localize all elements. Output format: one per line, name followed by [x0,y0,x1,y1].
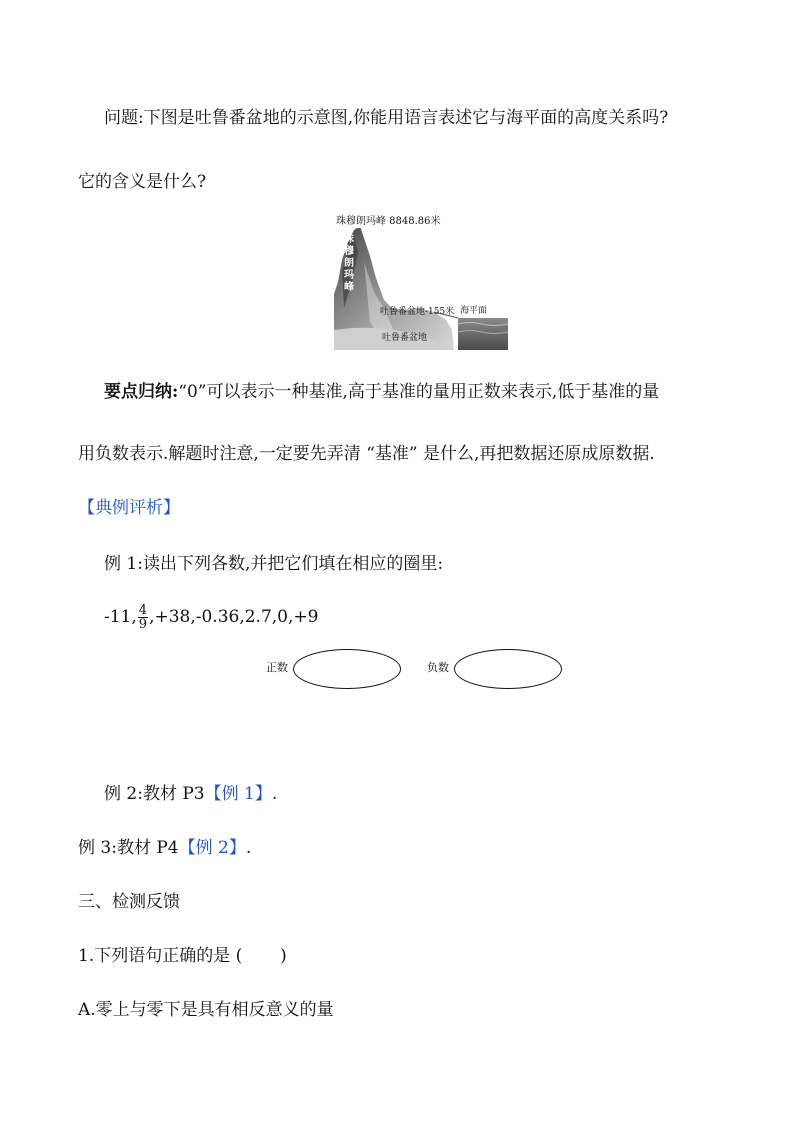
numbers-after: ,+38,-0.36,2.7,0,+9 [149,607,319,627]
numbers-before: -11, [104,607,137,627]
example3-prefix: 例 3:教材 P4 [78,838,179,858]
example3-suffix: . [245,838,252,858]
section-feedback-title: 三、检测反馈 [78,892,180,912]
example1-numbers [104,604,318,631]
example2-link[interactable]: 【例 1】 [204,784,272,804]
peak-label: 珠穆朗玛峰 8848.86米 [336,216,441,227]
peak-char: 穆 [344,246,354,257]
peak-char: 珠 [344,234,354,245]
peak-vertical-label [344,234,356,294]
peak-char: 玛 [344,270,354,281]
example3 [78,836,251,860]
positive-circle [293,649,401,689]
fraction-denominator: 9 [138,617,148,632]
summary-text: “0”可以表示一种基准,高于基准的量用正数来表示,低于基准的量 [178,382,660,402]
basin-elevation-label: 吐鲁番盆地-155米 [380,307,455,317]
summary-line1 [104,380,659,404]
section-title-examples: 【典例评析】 [78,498,180,518]
basin-bottom-label: 吐鲁番盆地 [382,333,428,343]
example2-prefix: 例 2:教材 P3 [104,784,205,804]
example2 [104,782,277,806]
example3-link[interactable]: 【例 2】 [178,838,246,858]
fraction-numerator: 4 [138,603,148,618]
negative-circle [454,649,562,689]
question-line1: 问题:下图是吐鲁番盆地的示意图,你能用语言表述它与海平面的高度关系吗? [104,108,669,128]
question-1: 1.下列语句正确的是 ( ) [78,946,287,966]
mountain-illustration [334,212,508,350]
turpan-diagram [334,212,508,350]
sea-level-label: 海平面 [460,306,488,316]
example2-suffix: . [271,784,278,804]
fraction [138,604,148,631]
option-a: A.零上与零下是具有相反意义的量 [78,1000,334,1020]
summary-line2: 用负数表示.解题时注意,一定要先弄清 “基准” 是什么,再把数据还原成原数据. [78,444,655,464]
example1-text: 例 1:读出下列各数,并把它们填在相应的圈里: [104,554,444,574]
question-line2: 它的含义是什么? [78,172,207,192]
summary-heading: 要点归纳: [104,382,179,402]
peak-char: 朗 [344,258,354,269]
negative-label: 负数 [427,661,449,674]
positive-label: 正数 [266,661,288,674]
peak-char: 峰 [344,282,354,293]
